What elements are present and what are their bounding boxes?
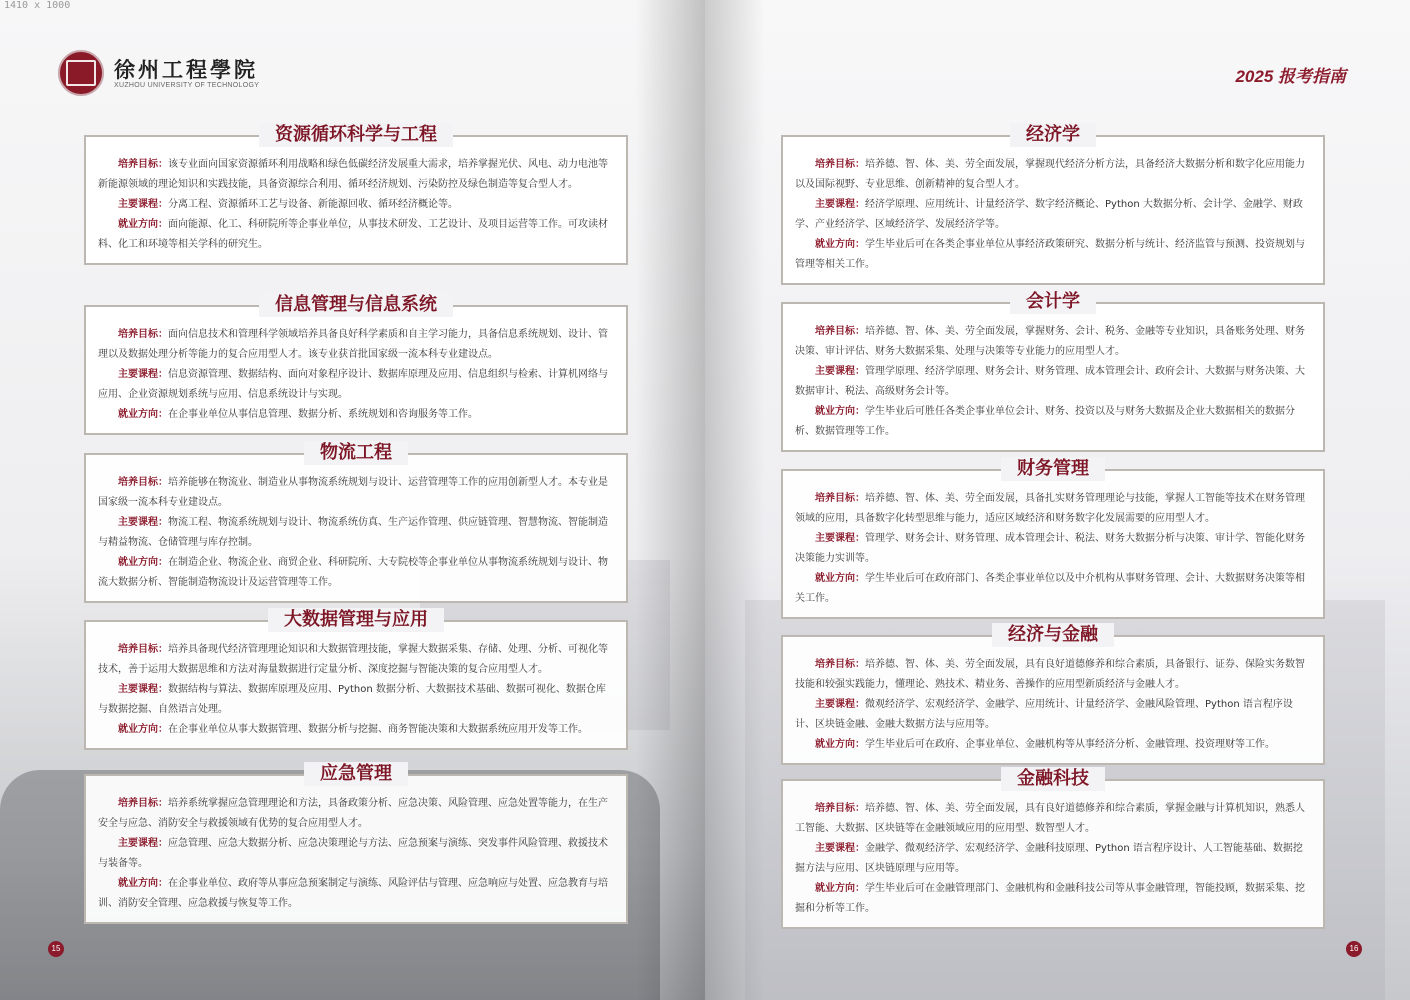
school-name-en: XUZHOU UNIVERSITY OF TECHNOLOGY xyxy=(114,81,260,89)
career-paragraph xyxy=(98,553,614,593)
right-page xyxy=(705,0,1410,1000)
guide-title: 2025 报考指南 xyxy=(1235,67,1346,86)
goal-text: 培养德、智、体、美、劳全面发展，掌握财务、会计、税务、金融等专业知识，具备账务处理、财务决策、审计评估、财务大数据采集、处理与决策等专业能力的应用型人才。 xyxy=(795,326,1305,357)
courses-paragraph xyxy=(795,529,1311,569)
courses-label: 主要课程： xyxy=(118,517,168,528)
career-label: 就业方向： xyxy=(815,406,865,417)
courses-text: 经济学原理、应用统计、计量经济学、数字经济概论、Python 大数据分析、会计学、金融学、财政学、产业经济学、区域经济学、发展经济学等。 xyxy=(795,199,1303,230)
courses-paragraph xyxy=(795,839,1311,879)
page-number: 15 xyxy=(48,941,64,957)
career-text: 在企事业单位、政府等从事应急预案制定与演练、风险评估与管理、应急响应与处置、应急教育与培训、消防安全管理、应急救援与恢复等工作。 xyxy=(98,878,608,909)
career-text: 在企事业单位从事大数据管理、数据分析与挖掘、商务智能决策和大数据系统应用开发等工作。 xyxy=(168,724,588,735)
courses-text: 管理学、财务会计、财务管理、成本管理会计、税法、财务大数据分析与决策、审计学、智能化财务决策能力实训等。 xyxy=(795,533,1305,564)
courses-label: 主要课程： xyxy=(118,369,168,380)
courses-paragraph xyxy=(98,834,614,874)
dimension-label: 1410 x 1000 xyxy=(4,0,71,11)
courses-label: 主要课程： xyxy=(815,366,865,377)
goal-text: 培养具备现代经济管理理论知识和大数据管理技能，掌握大数据采集、存储、处理、分析、可视化等技术，善于运用大数据思维和方法对海量数据进行定量分析、深度挖掘与智能决策的复合应用型人才。 xyxy=(98,644,608,675)
goal-paragraph xyxy=(98,473,614,513)
goal-text: 面向信息技术和管理科学领域培养具备良好科学素质和自主学习能力，具备信息系统规划、设计、管理以及数据处理分析等能力的复合应用型人才。该专业获首批国家级一流本科专业建设点。 xyxy=(98,329,608,360)
major-card xyxy=(84,763,628,924)
courses-text: 数据结构与算法、数据库原理及应用、Python 数据分析、大数据技术基础、数据可视化、数据仓库与数据挖掘、自然语言处理。 xyxy=(98,684,606,715)
goal-paragraph xyxy=(795,322,1311,362)
major-card xyxy=(781,124,1325,285)
career-paragraph xyxy=(98,874,614,914)
goal-label: 培养目标： xyxy=(118,477,168,488)
courses-paragraph xyxy=(98,365,614,405)
courses-label: 主要课程： xyxy=(815,699,865,710)
goal-label: 培养目标： xyxy=(815,493,865,504)
career-paragraph xyxy=(98,215,614,255)
major-card xyxy=(84,442,628,603)
courses-label: 主要课程： xyxy=(815,199,865,210)
career-paragraph xyxy=(795,735,1311,755)
career-paragraph xyxy=(795,402,1311,442)
page-number: 16 xyxy=(1346,941,1362,957)
courses-text: 微观经济学、宏观经济学、金融学、应用统计、计量经济学、金融风险管理、Python 语言程序设计、区块链金融、金融大数据方法与应用等。 xyxy=(795,699,1293,730)
career-text: 在制造企业、物流企业、商贸企业、科研院所、大专院校等企事业单位从事物流系统规划与设计、物流大数据分析、智能制造物流设计及运营管理等工作。 xyxy=(98,557,608,588)
career-label: 就业方向： xyxy=(118,878,168,889)
goal-label: 培养目标： xyxy=(815,803,865,814)
major-title: 资源循环科学与工程 xyxy=(259,123,453,147)
major-title: 大数据管理与应用 xyxy=(268,608,444,632)
career-label: 就业方向： xyxy=(815,573,865,584)
goal-paragraph xyxy=(98,325,614,365)
career-label: 就业方向： xyxy=(118,409,168,420)
career-label: 就业方向： xyxy=(118,557,168,568)
goal-label: 培养目标： xyxy=(118,329,168,340)
courses-text: 信息资源管理、数据结构、面向对象程序设计、数据库原理及应用、信息组织与检索、计算机网络与应用、企业资源规划系统与应用、信息系统设计与实现。 xyxy=(98,369,608,400)
career-text: 学生毕业后可在政府部门、各类企事业单位以及中介机构从事财务管理、会计、大数据财务决策等相关工作。 xyxy=(795,573,1305,604)
career-paragraph xyxy=(795,879,1311,919)
courses-paragraph xyxy=(795,195,1311,235)
goal-paragraph xyxy=(98,640,614,680)
goal-label: 培养目标： xyxy=(118,644,168,655)
career-paragraph xyxy=(98,405,614,425)
major-title: 应急管理 xyxy=(304,762,408,786)
major-title: 信息管理与信息系统 xyxy=(259,293,453,317)
goal-text: 培养德、智、体、美、劳全面发展，具备扎实财务管理理论与技能，掌握人工智能等技术在财务管理领域的应用，具备数字化转型思维与能力，适应区域经济和财务数字化发展需要的应用型人才。 xyxy=(795,493,1305,524)
courses-text: 物流工程、物流系统规划与设计、物流系统仿真、生产运作管理、供应链管理、智慧物流、智能制造与精益物流、仓储管理与库存控制。 xyxy=(98,517,608,548)
major-title: 会计学 xyxy=(1010,290,1096,314)
career-label: 就业方向： xyxy=(118,724,168,735)
career-label: 就业方向： xyxy=(815,883,865,894)
goal-paragraph xyxy=(795,655,1311,695)
school-name-cn: 徐州工程學院 xyxy=(114,56,258,82)
major-card xyxy=(84,294,628,435)
courses-label: 主要课程： xyxy=(815,843,865,854)
career-paragraph xyxy=(795,235,1311,275)
courses-label: 主要课程： xyxy=(815,533,865,544)
career-paragraph xyxy=(98,720,614,740)
major-card xyxy=(84,124,628,265)
courses-label: 主要课程： xyxy=(118,838,168,849)
major-title: 财务管理 xyxy=(1001,457,1105,481)
goal-label: 培养目标： xyxy=(118,159,168,170)
goal-text: 培养德、智、体、美、劳全面发展，掌握现代经济分析方法，具备经济大数据分析和数字化应用能力以及国际视野、专业思维、创新精神的复合型人才。 xyxy=(795,159,1305,190)
major-card xyxy=(781,458,1325,619)
goal-paragraph xyxy=(795,489,1311,529)
courses-paragraph xyxy=(98,680,614,720)
school-logo xyxy=(58,50,259,96)
goal-paragraph xyxy=(795,155,1311,195)
major-card xyxy=(781,291,1325,452)
career-label: 就业方向： xyxy=(118,219,168,230)
courses-label: 主要课程： xyxy=(118,684,168,695)
courses-text: 分离工程、资源循环工艺与设备、新能源回收、循环经济概论等。 xyxy=(168,199,458,210)
major-title: 经济学 xyxy=(1010,123,1096,147)
goal-text: 该专业面向国家资源循环利用战略和绿色低碳经济发展重大需求，培养掌握光伏、风电、动力电池等新能源领域的理论知识和实践技能，具备资源综合利用、循环经济规划、污染防控及绿色制造等复合型人才。 xyxy=(98,159,608,190)
major-card xyxy=(781,768,1325,929)
major-title: 经济与金融 xyxy=(992,623,1114,647)
career-label: 就业方向： xyxy=(815,739,865,750)
career-text: 面向能源、化工、科研院所等企事业单位，从事技术研发、工艺设计、及项目运营等工作。可攻读材料、化工和环境等相关学科的研究生。 xyxy=(98,219,608,250)
goal-text: 培养德、智、体、美、劳全面发展，具有良好道德修养和综合素质，具备银行、证券、保险实务数智技能和较强实践能力，懂理论、熟技术、精业务、善操作的应用型新质经济与金融人才。 xyxy=(795,659,1305,690)
goal-text: 培养系统掌握应急管理理论和方法，具备政策分析、应急决策、风险管理、应急处置等能力，在生产安全与应急、消防安全与救援领域有优势的复合应用型人才。 xyxy=(98,798,608,829)
career-text: 学生毕业后可在各类企事业单位从事经济政策研究、数据分析与统计、经济监管与预测、投资规划与管理等相关工作。 xyxy=(795,239,1305,270)
courses-paragraph xyxy=(98,513,614,553)
school-seal-icon xyxy=(58,50,104,96)
courses-text: 应急管理、应急大数据分析、应急决策理论与方法、应急预案与演练、突发事件风险管理、救援技术与装备等。 xyxy=(98,838,608,869)
career-text: 在企事业单位从事信息管理、数据分析、系统规划和咨询服务等工作。 xyxy=(168,409,478,420)
goal-paragraph xyxy=(795,799,1311,839)
goal-paragraph xyxy=(98,794,614,834)
goal-label: 培养目标： xyxy=(815,659,865,670)
major-card xyxy=(84,609,628,750)
major-card xyxy=(781,624,1325,765)
courses-text: 管理学原理、经济学原理、财务会计、财务管理、成本管理会计、政府会计、大数据与财务决策、大数据审计、税法、高级财务会计等。 xyxy=(795,366,1305,397)
courses-paragraph xyxy=(795,695,1311,735)
career-text: 学生毕业后可胜任各类企事业单位会计、财务、投资以及与财务大数据及企业大数据相关的数据分析、数据管理等工作。 xyxy=(795,406,1295,437)
major-title: 金融科技 xyxy=(1001,767,1105,791)
major-title: 物流工程 xyxy=(304,441,408,465)
career-paragraph xyxy=(795,569,1311,609)
goal-label: 培养目标： xyxy=(815,159,865,170)
courses-text: 金融学、微观经济学、宏观经济学、金融科技原理、Python 语言程序设计、人工智能基础、数据挖掘方法与应用、区块链原理与应用等。 xyxy=(795,843,1303,874)
courses-paragraph xyxy=(98,195,614,215)
goal-label: 培养目标： xyxy=(815,326,865,337)
career-text: 学生毕业后可在金融管理部门、金融机构和金融科技公司等从事金融管理，智能投顾，数据采集、挖掘和分析等工作。 xyxy=(795,883,1305,914)
goal-label: 培养目标： xyxy=(118,798,168,809)
courses-paragraph xyxy=(795,362,1311,402)
career-text: 学生毕业后可在政府、企事业单位、金融机构等从事经济分析、金融管理、投资理财等工作。 xyxy=(865,739,1275,750)
courses-label: 主要课程： xyxy=(118,199,168,210)
career-label: 就业方向： xyxy=(815,239,865,250)
goal-text: 培养德、智、体、美、劳全面发展，具有良好道德修养和综合素质，掌握金融与计算机知识，熟悉人工智能、大数据、区块链等在金融领域应用的应用型、数智型人才。 xyxy=(795,803,1305,834)
goal-paragraph xyxy=(98,155,614,195)
goal-text: 培养能够在物流业、制造业从事物流系统规划与设计、运营管理等工作的应用创新型人才。本专业是国家级一流本科专业建设点。 xyxy=(98,477,608,508)
